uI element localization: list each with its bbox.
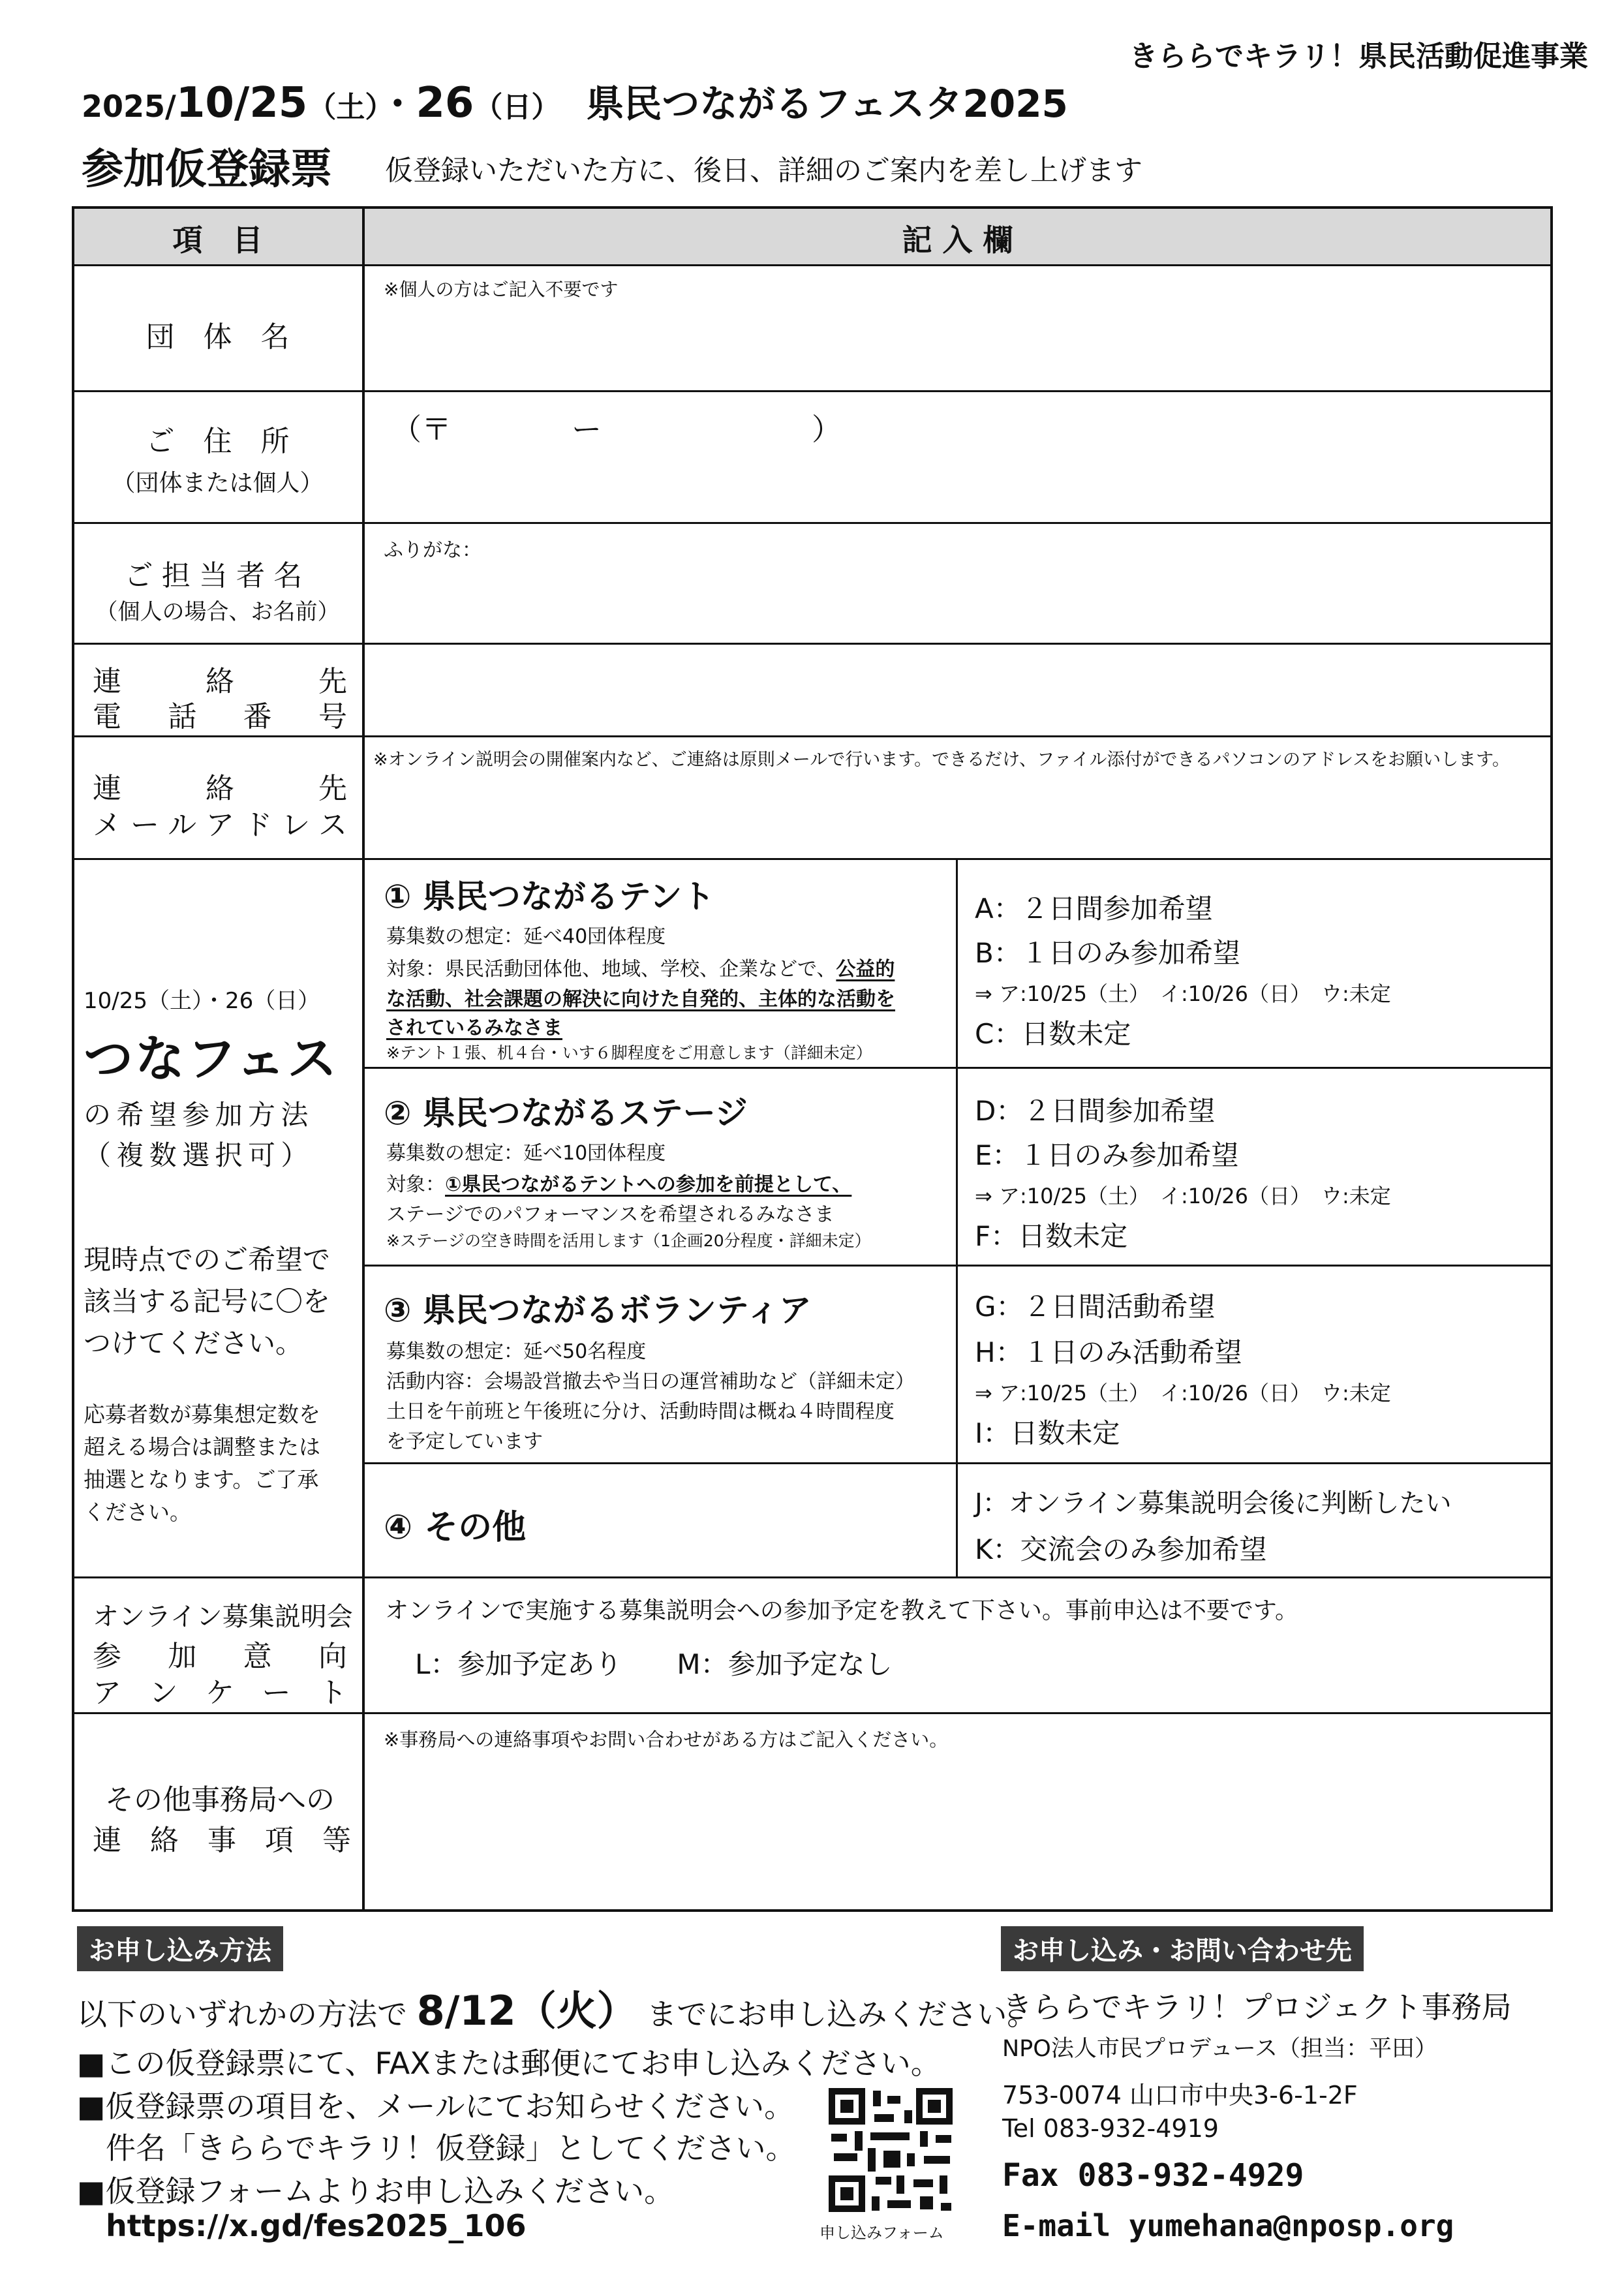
qr-code[interactable]: [829, 2088, 953, 2212]
address-sub: （団体または個人）: [112, 470, 324, 497]
option-stage-line3: ステージでのパフォーマンスを希望されるみなさま: [386, 1203, 835, 1226]
contact-address: 753-0074 山口市中央3-6-1-2F: [1002, 2081, 1358, 2110]
fes-method-2: （複数選択可）: [84, 1139, 314, 1171]
option-tent-line3: な活動、社会課題の解決に向けた自発的、主体的な活動を: [386, 988, 895, 1011]
other-label-1: その他事務局への: [105, 1783, 335, 1817]
method-1: ■この仮登録票にて、FAXまたは郵便にてお申し込みください。: [77, 2046, 941, 2081]
person-label: ご担当者名: [124, 559, 311, 592]
option-volunteer-line1: 募集数の想定：延べ50名程度: [386, 1340, 647, 1363]
fes-method-1: の希望参加方法: [84, 1099, 314, 1131]
choice-h[interactable]: H：１日のみ活動希望: [975, 1336, 1242, 1368]
apply-heading: お申し込み方法: [77, 1926, 283, 1971]
choice-b[interactable]: B：１日のみ参加希望: [975, 937, 1240, 969]
option-tent-title: ① 県民つながるテント: [384, 878, 715, 915]
group-name-label: 団 体 名: [146, 320, 290, 354]
choice-b-days[interactable]: ⇒ ア:10/25（土） イ:10/26（日） ウ:未定: [975, 981, 1391, 1006]
choice-a[interactable]: A：２日間参加希望: [975, 893, 1213, 925]
contact-fax: Fax 083-932-4929: [1002, 2157, 1304, 2194]
option-volunteer-line4: を予定しています: [386, 1430, 543, 1453]
fes-hint-3: つけてください。: [84, 1327, 303, 1359]
deadline: 8/12（火）: [416, 1987, 637, 2035]
sponsor-text: きららでキラリ！県民活動促進事業: [1129, 40, 1588, 73]
fes-note-2: 超える場合は調整または: [84, 1434, 320, 1460]
fes-hint-2: 該当する記号に〇を: [84, 1285, 331, 1317]
option-volunteer-line2: 活動内容：会場設営撤去や当日の運営補助など（詳細未定）: [386, 1370, 915, 1393]
fes-dates: 10/25（土）・26（日）: [84, 988, 320, 1014]
option-stage-line2b: ①県民つながるテントへの参加を前提として、: [445, 1173, 852, 1196]
option-volunteer-title: ③ 県民つながるボランティア: [384, 1291, 812, 1329]
survey-text: オンラインで実施する募集説明会への参加予定を教えて下さい。事前申込は不要です。: [385, 1597, 1299, 1624]
postal-code-field[interactable]: （〒 ー ）: [391, 412, 842, 447]
event-date-line: [82, 73, 1068, 128]
day1: （土）: [307, 91, 380, 124]
option-tent-line2: [386, 953, 895, 981]
email-note: ※オンライン説明会の開催案内など、ご連絡は原則メールで行います。できるだけ、ファイル添付ができるパソコンのアドレスをお願いします。: [373, 750, 1510, 770]
choice-e[interactable]: E：１日のみ参加希望: [975, 1139, 1239, 1171]
option-tent-line2b: 公益的: [836, 958, 895, 981]
contact-org: きららでキラリ！プロジェクト事務局: [1002, 1989, 1512, 2025]
choice-g[interactable]: G：２日間活動希望: [975, 1291, 1216, 1323]
fes-hint-1: 現時点でのご希望で: [84, 1244, 331, 1276]
apply-intro-b: までにお申し込みください。: [647, 1997, 1037, 2032]
date2: 26: [416, 79, 474, 127]
date-prefix: 2025/: [82, 89, 176, 124]
apply-intro: [77, 1978, 1037, 2036]
form-title: 参加仮登録票: [82, 146, 332, 194]
choice-i[interactable]: I：日数未定: [975, 1417, 1120, 1449]
option-other-title: ④ その他: [384, 1508, 527, 1547]
option-tent-line2a: 対象：県民活動団体他、地域、学校、企業などで、: [386, 958, 836, 981]
form-url[interactable]: https://x.gd/fes2025_106: [106, 2208, 527, 2243]
contact-email[interactable]: E-mail yumehana@nposp.org: [1002, 2208, 1454, 2243]
choice-c[interactable]: C：日数未定: [975, 1018, 1131, 1050]
address-label: ご 住 所: [146, 425, 290, 458]
fes-name: つなフェス: [84, 1030, 339, 1088]
form-subtitle: 仮登録いただいた方に、後日、詳細のご案内を差し上げます: [385, 155, 1142, 187]
phone-label-1: 連 絡 先: [93, 665, 347, 698]
option-stage-line4: ※ステージの空き時間を活用します（1企画20分程度・詳細未定）: [386, 1231, 871, 1250]
furigana-note: ふりがな：: [384, 539, 482, 562]
col-entry-header: 記 入 欄: [902, 223, 1013, 258]
choice-d[interactable]: D：２日間参加希望: [975, 1095, 1216, 1127]
option-tent-line1: 募集数の想定：延べ40団体程度: [386, 925, 666, 948]
option-tent-line5: ※テント１張、机４台・いす６脚程度をご用意します（詳細未定）: [386, 1043, 872, 1062]
date-main: 10/25: [176, 79, 308, 127]
other-label-2: 連 絡 事 項 等: [93, 1824, 351, 1857]
fes-note-1: 応募者数が募集想定数を: [84, 1402, 320, 1427]
date-dot: ・: [379, 84, 416, 126]
choice-j[interactable]: J：オンライン募集説明会後に判断したい: [975, 1488, 1452, 1518]
option-tent-line4: されているみなさま: [386, 1017, 562, 1039]
fes-note-4: ください。: [84, 1499, 191, 1525]
method-2b: 件名「きららでキラリ！仮登録」としてください。: [106, 2130, 796, 2166]
survey-label-2: 参 加 意 向: [93, 1640, 347, 1673]
email-label-1: 連 絡 先: [93, 772, 347, 805]
option-stage-line1: 募集数の想定：延べ10団体程度: [386, 1142, 666, 1165]
group-name-note: ※個人の方はご記入不要です: [384, 279, 619, 300]
qr-caption: 申し込みフォーム: [820, 2224, 944, 2242]
contact-tel: Tel 083-932-4919: [1002, 2114, 1219, 2143]
choice-h-days[interactable]: ⇒ ア:10/25（土） イ:10/26（日） ウ:未定: [975, 1381, 1391, 1406]
fes-note-3: 抽選となります。ご了承: [84, 1467, 319, 1492]
survey-choices[interactable]: L：参加予定あり M：参加予定なし: [415, 1648, 893, 1680]
person-sub: （個人の場合、お名前）: [95, 599, 340, 625]
phone-label-2: 電 話 番 号: [93, 700, 347, 733]
option-stage-line2: [386, 1168, 851, 1197]
other-note: ※事務局への連絡事項やお問い合わせがある方はご記入ください。: [384, 1728, 949, 1751]
option-stage-title: ② 県民つながるステージ: [384, 1094, 748, 1132]
survey-label-3: ア ン ケ ー ト: [93, 1676, 347, 1710]
email-label-2: メールアドレス: [93, 808, 347, 842]
choice-f[interactable]: F：日数未定: [975, 1220, 1128, 1252]
choice-e-days[interactable]: ⇒ ア:10/25（土） イ:10/26（日） ウ:未定: [975, 1184, 1391, 1208]
contact-npo: NPO法人市民プロデュース（担当：平田）: [1002, 2036, 1438, 2062]
choice-k[interactable]: K：交流会のみ参加希望: [975, 1533, 1267, 1565]
option-volunteer-line3: 土日を午前班と午後班に分け、活動時間は概ね４時間程度: [386, 1400, 895, 1423]
col-item-header: 項 目: [172, 223, 263, 258]
event-title: 県民つながるフェスタ2025: [586, 82, 1068, 126]
method-2: ■仮登録票の項目を、メールにてお知らせください。: [77, 2089, 795, 2124]
day2: （日）: [474, 91, 560, 124]
apply-intro-a: 以下のいずれかの方法で: [77, 1997, 407, 2032]
option-stage-line2a: 対象：: [386, 1173, 445, 1196]
survey-label-1: オンライン募集説明会: [93, 1602, 353, 1632]
contact-heading: お申し込み・お問い合わせ先: [1001, 1926, 1364, 1971]
method-3: ■仮登録フォームよりお申し込みください。: [77, 2174, 675, 2209]
